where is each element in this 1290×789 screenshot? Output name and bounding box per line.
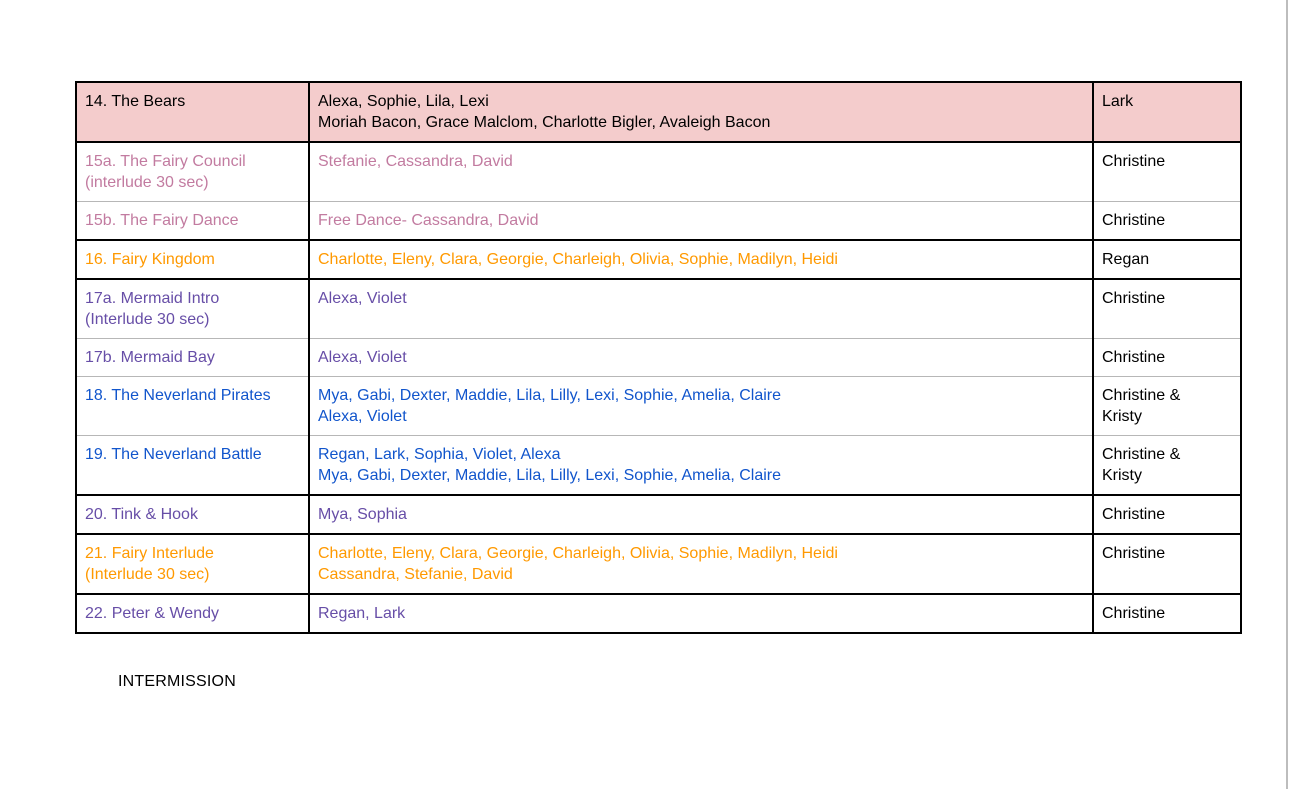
dance-number-cell: 15b. The Fairy Dance: [76, 202, 309, 241]
table-row: [76, 240, 1241, 279]
choreographer-cell: Christine & Kristy: [1093, 436, 1241, 496]
page-edge-divider: [1286, 0, 1288, 789]
dance-number-cell: 16. Fairy Kingdom: [76, 240, 309, 279]
intermission-label: INTERMISSION: [118, 673, 236, 690]
dance-number-cell: 18. The Neverland Pirates: [76, 377, 309, 436]
choreographer-cell: Christine: [1093, 594, 1241, 633]
choreographer-cell: Christine: [1093, 534, 1241, 594]
table-row: [76, 142, 1241, 202]
choreographer-cell: Christine: [1093, 339, 1241, 377]
dance-number-cell: 15a. The Fairy Council (interlude 30 sec): [76, 142, 309, 202]
schedule-table-body: [76, 82, 1241, 633]
table-row: [76, 339, 1241, 377]
table-row: [76, 495, 1241, 534]
cast-cell: Alexa, Violet: [309, 339, 1093, 377]
cast-cell: Alexa, Violet: [309, 279, 1093, 339]
choreographer-cell: Lark: [1093, 82, 1241, 142]
cast-cell: Charlotte, Eleny, Clara, Georgie, Charleigh, Olivia, Sophie, Madilyn, Heidi Cassandra, Stefanie, David: [309, 534, 1093, 594]
table-row: [76, 82, 1241, 142]
dance-number-cell: 17a. Mermaid Intro (Interlude 30 sec): [76, 279, 309, 339]
choreographer-cell: Christine & Kristy: [1093, 377, 1241, 436]
cast-cell: Regan, Lark, Sophia, Violet, Alexa Mya, Gabi, Dexter, Maddie, Lila, Lilly, Lexi, Sophie, Amelia, Claire: [309, 436, 1093, 496]
cast-cell: Stefanie, Cassandra, David: [309, 142, 1093, 202]
choreographer-cell: Christine: [1093, 202, 1241, 241]
table-row: [76, 594, 1241, 633]
table-row: [76, 279, 1241, 339]
cast-cell: Charlotte, Eleny, Clara, Georgie, Charleigh, Olivia, Sophie, Madilyn, Heidi: [309, 240, 1093, 279]
cast-cell: Mya, Sophia: [309, 495, 1093, 534]
choreographer-cell: Christine: [1093, 142, 1241, 202]
choreographer-cell: Christine: [1093, 495, 1241, 534]
cast-cell: Alexa, Sophie, Lila, Lexi Moriah Bacon, Grace Malclom, Charlotte Bigler, Avaleigh Bacon: [309, 82, 1093, 142]
performance-schedule-table: [75, 81, 1242, 634]
dance-number-cell: 22. Peter & Wendy: [76, 594, 309, 633]
dance-number-cell: 20. Tink & Hook: [76, 495, 309, 534]
dance-number-cell: 14. The Bears: [76, 82, 309, 142]
dance-number-cell: 21. Fairy Interlude (Interlude 30 sec): [76, 534, 309, 594]
table-row: [76, 436, 1241, 496]
cast-cell: Free Dance- Cassandra, David: [309, 202, 1093, 241]
table-row: [76, 202, 1241, 241]
dance-number-cell: 17b. Mermaid Bay: [76, 339, 309, 377]
choreographer-cell: Christine: [1093, 279, 1241, 339]
table-row: [76, 377, 1241, 436]
cast-cell: Mya, Gabi, Dexter, Maddie, Lila, Lilly, Lexi, Sophie, Amelia, Claire Alexa, Violet: [309, 377, 1093, 436]
cast-cell: Regan, Lark: [309, 594, 1093, 633]
choreographer-cell: Regan: [1093, 240, 1241, 279]
table-row: [76, 534, 1241, 594]
dance-number-cell: 19. The Neverland Battle: [76, 436, 309, 496]
